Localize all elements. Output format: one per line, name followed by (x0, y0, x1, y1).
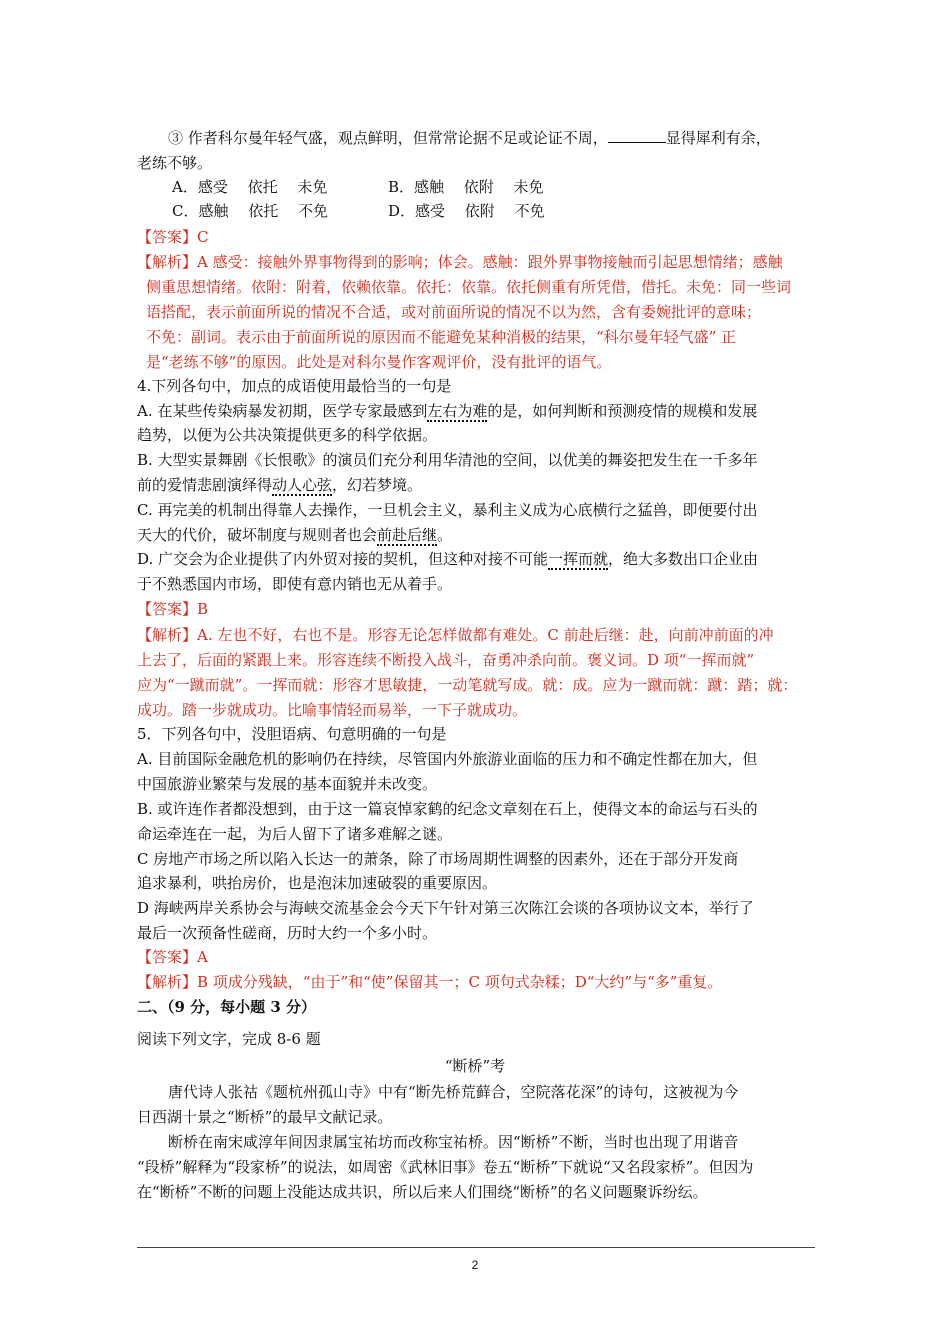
q4-option-a-line2: 趋势，以便为公共决策提供更多的科学依据。 (137, 426, 438, 444)
q4-b-text: 前的爱情悲剧演绎得 (137, 476, 273, 494)
q4-analysis-line: 应为“一蹴而就”。一挥而就：形容才思敏捷，一动笔就写成。就：成。应为一蹴而就：蹴：踏；就： (137, 676, 798, 694)
article-paragraph-2-line: 在“断桥”不断的问题上没能达成共识，所以后来人们围绕“断桥”的名义问题聚诉纷纭。 (137, 1183, 708, 1201)
q5-option-d-line1: D 海峡两岸关系协会与海峡交流基金会今天下午针对第三次陈江会谈的各项协议文本，举行了 (137, 899, 754, 917)
footer-divider (137, 1247, 815, 1248)
q4-option-d-line2: 于不熟悉国内市场，即使有意内销也无从着手。 (137, 575, 453, 593)
q4-option-b-line1: B. 大型实景舞剧《长恨歌》的演员们充分利用华清池的空间，以优美的舞姿把发生在一千多年 (137, 451, 758, 469)
q3-analysis-line: 语搭配，表示前面所说的情况不合适，或对前面所说的情况不以为然，含有委婉批评的意味； (146, 303, 762, 321)
q4-analysis-line: 【解析】A. 左也不好，右也不是。形容无论怎样做都有难处。C 前赴后继：赴，向前冲前面的冲 (137, 626, 774, 644)
q4-analysis-line: 上去了，后面的紧跟上来。形容连续不断投入战斗，奋勇冲杀向前。褒义词。D 项“一挥而就” (137, 651, 755, 669)
q4-a-text-end: 的是，如何判断和预测疫情的规模和发展 (487, 402, 758, 420)
q5-analysis: 【解析】B 项成分残缺，“由于”和“使”保留其一；C 项句式杂糅；D“大约”与“多”重复。 (137, 973, 723, 991)
article-paragraph-2-line: 断桥在南宋咸淳年间因隶属宝祐坊而改称宝祐桥。因“断桥”不断，当时也出现了用谐音 (168, 1133, 739, 1151)
q5-option-c-line1: C 房地产市场之所以陷入长达一的萧条，除了市场周期性调整的因素外，还在于部分开发商 (137, 850, 739, 868)
article-paragraph-1-line: 唐代诗人张祜《题杭州孤山寺》中有“断先桥荒藓合，空院落花深”的诗句，这被视为今 (168, 1083, 739, 1101)
q3-blank (608, 128, 666, 143)
q3-stem-text-end: 显得犀利有余， (665, 129, 771, 147)
q5-option-d-line2: 最后一次预备性磋商，历时大约一个多小时。 (137, 924, 438, 942)
q4-answer: 【答案】B (137, 600, 209, 618)
q5-title: 5．下列各句中，没胆语病、句意明确的一句是 (137, 725, 447, 743)
q3-stem-line1 (168, 127, 771, 149)
q4-b-text-end: ，幻若梦境。 (332, 476, 423, 494)
article-title: “断桥”考 (444, 1057, 506, 1075)
page-number: 2 (471, 1258, 479, 1272)
q4-option-b-line2 (137, 474, 422, 496)
q3-option-c: C．感触 依托 不免 (172, 202, 329, 220)
q3-analysis-line: 【解析】A 感受：接触外界事物得到的影响；体会。感触：跟外界事物接触而引起思想情绪；感触 (137, 253, 783, 271)
q4-option-d-line1 (137, 548, 758, 570)
q4-d-idiom: 一挥而就 (548, 550, 609, 568)
q4-d-text: D. 广交会为企业提供了内外贸对接的契机，但这种对接不可能 (137, 550, 549, 568)
q4-a-idiom: 左右为难 (427, 402, 488, 420)
q4-d-text-end: ，绝大多数出口企业由 (608, 550, 759, 568)
q3-analysis-line: 是“老练不够”的原因。此处是对科尔曼作客观评价，没有批评的语气。 (146, 353, 612, 371)
article-paragraph-2-line: “段桥”解释为“段家桥”的说法，如周密《武林旧事》卷五“断桥”下就说“又名段家桥”。但因为 (137, 1158, 754, 1176)
q5-answer: 【答案】A (137, 948, 208, 966)
q4-c-idiom: 前赴后继 (377, 526, 438, 544)
q3-option-b: B．感触 依附 未免 (388, 178, 544, 196)
q3-analysis-line: 侧重思想情绪。依附：附着，依赖依靠。依托：依靠。依托侧重有所凭借，借托。未免：同一些词 (146, 278, 792, 296)
q3-stem-line2: 老练不够。 (137, 154, 213, 172)
q4-option-a-line1 (137, 400, 757, 422)
q4-b-idiom: 动人心弦 (272, 476, 333, 494)
q4-analysis-line: 成功。踏一步就成功。比喻事情轻而易举，一下子就成功。 (137, 701, 528, 719)
q3-option-a: A．感受 依托 未免 (172, 178, 328, 196)
article-paragraph-1-line: 日西湖十景之“断桥”的最早文献记录。 (137, 1108, 393, 1126)
q3-option-d: D．感受 依附 不免 (388, 202, 545, 220)
q5-option-c-line2: 追求暴利，哄抬房价，也是泡沫加速破裂的重要原因。 (137, 874, 498, 892)
q4-option-c-line2 (137, 524, 452, 546)
q5-option-b-line1: B. 或许连作者都没想到，由于这一篇哀悼家鹤的纪念文章刻在石上，使得文本的命运与石头的 (137, 800, 758, 818)
q3-answer: 【答案】C (137, 228, 209, 246)
q3-analysis-line: 不免：副词。表示由于前面所说的原因而不能避免某种消极的结果，“科尔曼年轻气盛” 正 (146, 328, 737, 346)
section2-instruction: 阅读下列文字，完成 8-6 题 (137, 1030, 321, 1048)
q3-stem-text: ③ 作者科尔曼年轻气盛，观点鲜明，但常常论据不足或论证不周， (168, 129, 608, 147)
q4-option-c-line1: C. 再完美的机制出得靠人去操作，一旦机会主义，暴利主义成为心底横行之猛兽，即便要付出 (137, 501, 758, 519)
q4-c-text-end: 。 (437, 526, 453, 544)
q4-c-text: 天大的代价，破坏制度与规则者也会 (137, 526, 378, 544)
q5-option-a-line2: 中国旅游业繁荣与发展的基本面貌并未改变。 (137, 775, 438, 793)
q5-option-b-line2: 命运牵连在一起，为后人留下了诸多难解之谜。 (137, 825, 453, 843)
section2-heading: 二、（9 分，每小题 3 分） (137, 998, 317, 1016)
q4-a-text: A. 在某些传染病暴发初期，医学专家最感到 (137, 402, 428, 420)
q4-title: 4.下列各句中，加点的成语使用最恰当的一句是 (137, 377, 452, 395)
q5-option-a-line1: A. 目前国际金融危机的影响仍在持续，尽管国内外旅游业面临的压力和不确定性都在加大，但 (137, 750, 758, 768)
